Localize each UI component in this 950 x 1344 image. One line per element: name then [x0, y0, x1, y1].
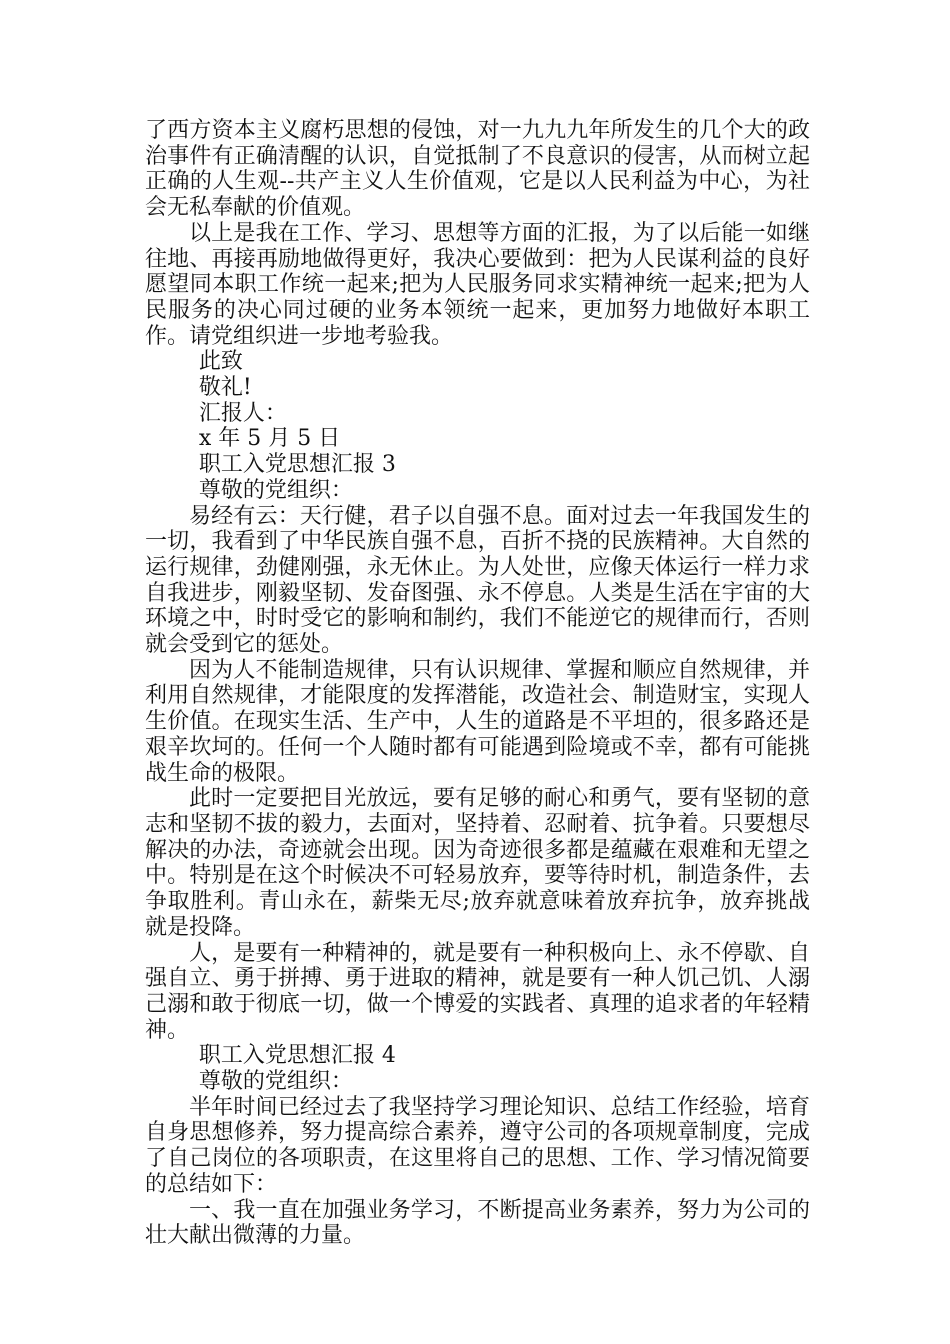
section-title-4: 职工入党思想汇报 4 [198, 1043, 396, 1069]
reporter-label: 汇报人： [198, 400, 287, 426]
paragraph-perseverance: 此时一定要把目光放远，要有足够的耐心和勇气，要有坚韧的意志和坚韧不拔的毅力，去面对，坚持着、忍耐着、抗争着。只要想尽解决的办法，奇迹就会出现。因为奇迹很多都是蕴藏在艰难和无望之中。特别是在这个时候决不可轻易放弃，要等待时机，制造条件，去争取胜利。青山永在，薪柴无尽;放弃就意味着放弃抗争，放弃挑战就是投降。 [145, 786, 810, 940]
paragraph-yijing: 易经有云：天行健，君子以自强不息。面对过去一年我国发生的一切，我看到了中华民族自强不息，百折不挠的民族精神。大自然的运行规律，劲健刚强，永无休止。为人处世，应像天体运行一样力求自我进步，刚毅坚韧、发奋图强、永不停息。人类是生活在宇宙的大环境之中，时时受它的影响和制约，我们不能逆它的规律而行，否则就会受到它的惩处。 [145, 503, 810, 658]
greeting-3: 尊敬的党组织： [198, 477, 353, 503]
paragraph-laws: 因为人不能制造规律，只有认识规律、掌握和顺应自然规律，并利用自然规律，才能限度的发挥潜能，改造社会、制造财宝，实现人生价值。在现实生活、生产中，人生的道路是不平坦的，很多路还是艰辛坎坷的。任何一个人随时都有可能遇到险境或不幸，都有可能挑战生命的极限。 [145, 657, 810, 786]
section-title-3: 职工入党思想汇报 3 [198, 452, 396, 478]
document-body [145, 118, 810, 1249]
paragraph-resolution: 以上是我在工作、学习、思想等方面的汇报，为了以后能一如继往地、再接再励地做得更好，我决心要做到：把为人民谋利益的良好愿望同本职工作统一起来;把为人民服务同求实精神统一起来;把为人民服务的决心同过硬的业务本领统一起来，更加努力地做好本职工作。请党组织进一步地考验我。 [145, 220, 810, 349]
closing-salutation: 此致 [198, 349, 243, 375]
paragraph-spirit: 人，是要有一种精神的，就是要有一种积极向上、永不停歇、自强自立、勇于拼搏、勇于进取的精神，就是要有一种人饥己饥、人溺己溺和敢于彻底一切，做一个博爱的实践者、真理的追求者的年轻精神。 [145, 940, 810, 1043]
greeting-4: 尊敬的党组织： [198, 1069, 353, 1095]
report-date: x 年 5 月 5 日 [198, 426, 341, 452]
paragraph-point-one: 一、我一直在加强业务学习，不断提高业务素养，努力为公司的壮大献出微薄的力量。 [145, 1197, 810, 1249]
paragraph-continued: 了西方资本主义腐朽思想的侵蚀，对一九九九年所发生的几个大的政治事件有正确清醒的认识，自觉抵制了不良意识的侵害，从而树立起正确的人生观--共产主义人生价值观，它是以人民利益为中心，为社会无私奉献的价值观。 [145, 118, 810, 221]
closing-regards: 敬礼! [198, 375, 252, 401]
paragraph-half-year: 半年时间已经过去了我坚持学习理论知识、总结工作经验，培育自身思想修养，努力提高综合素养，遵守公司的各项规章制度，完成了自己岗位的各项职责，在这里将自己的思想、工作、学习情况简要的总结如下： [145, 1094, 810, 1197]
